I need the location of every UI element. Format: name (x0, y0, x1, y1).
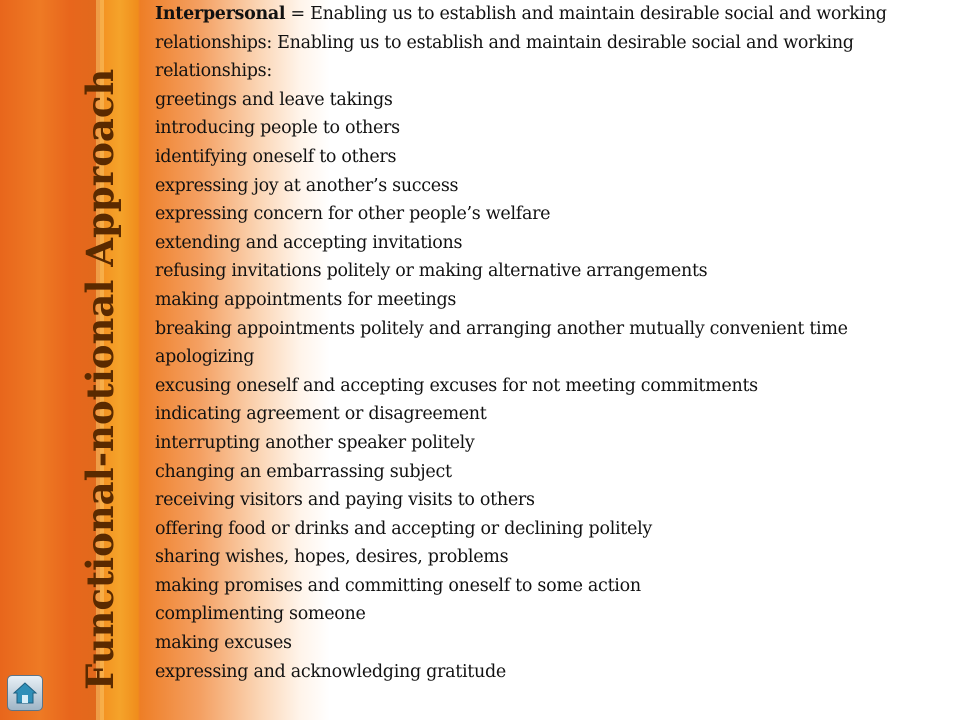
list-item: refusing invitations politely or making alternative arrangements (155, 261, 708, 282)
list-item: changing an embarrassing subject (155, 461, 452, 482)
list-item: expressing and acknowledging gratitude (155, 661, 506, 682)
list-item: offering food or drinks and accepting or declining politely (155, 518, 652, 539)
list-item: expressing joy at another’s success (155, 175, 459, 196)
list-item: apologizing (155, 347, 255, 368)
slide-body (155, 0, 955, 686)
list-item: indicating agreement or disagreement (155, 404, 487, 425)
list-item: complimenting someone (155, 604, 366, 625)
list-item: greetings and leave takings (155, 89, 393, 110)
list-item: excusing oneself and accepting excuses for not meeting commitments (155, 375, 758, 396)
list-item: receiving visitors and paying visits to others (155, 490, 535, 511)
list-item: interrupting another speaker politely (155, 432, 475, 453)
heading-paragraph (155, 0, 955, 86)
heading-description: = Enabling us to establish and maintain desirable social and working relationships: Enabling us to establish and maintain desirable social and working relationships: (155, 4, 887, 82)
list-item: making appointments for meetings (155, 289, 457, 310)
home-icon (12, 680, 38, 706)
list-item: sharing wishes, hopes, desires, problems (155, 547, 509, 568)
home-button[interactable] (7, 675, 43, 711)
list-item: identifying oneself to others (155, 146, 397, 167)
list-item: breaking appointments politely and arranging another mutually convenient time (155, 318, 848, 339)
list-item: making excuses (155, 633, 292, 654)
slide-title: Functional-notional Approach (78, 68, 122, 690)
list-item: expressing concern for other people’s welfare (155, 204, 551, 225)
heading-term: Interpersonal (155, 4, 286, 24)
list-item: introducing people to others (155, 118, 400, 139)
list-item: extending and accepting invitations (155, 232, 463, 253)
list-item: making promises and committing oneself to some action (155, 575, 641, 596)
